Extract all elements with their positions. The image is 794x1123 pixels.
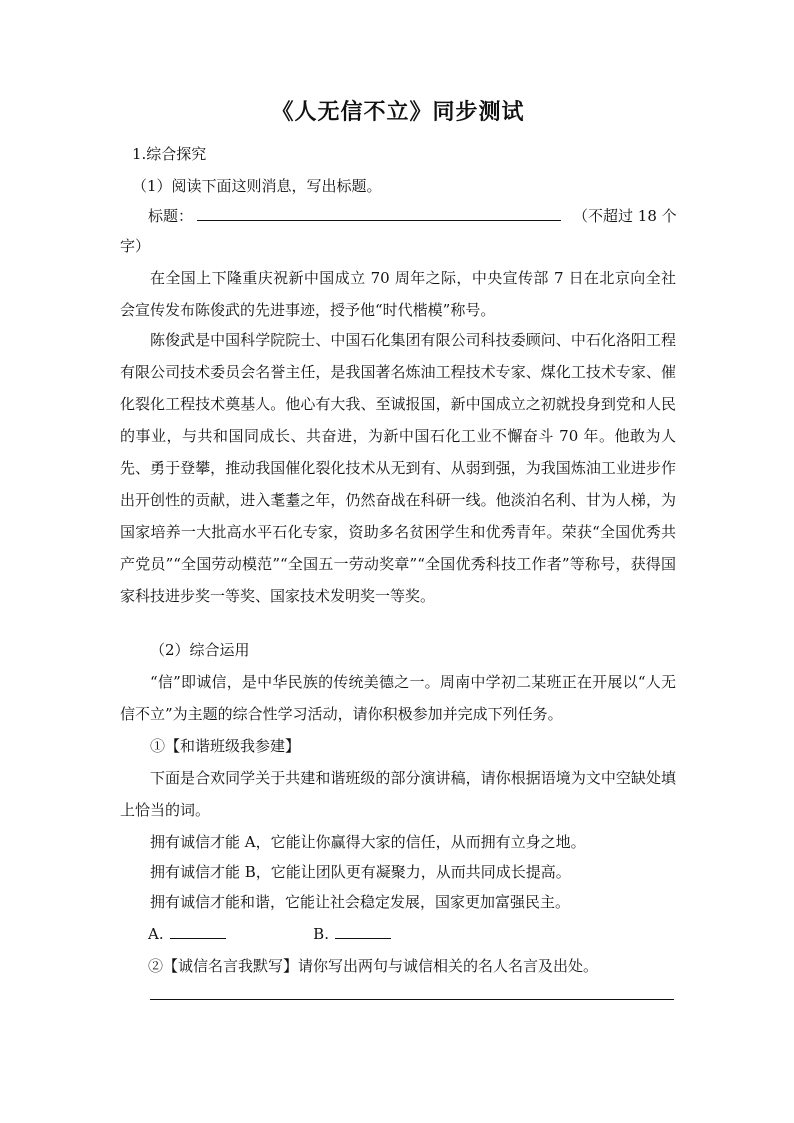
question-heading: 1.综合探究 bbox=[132, 145, 207, 163]
news-paragraph-2: 陈俊武是中国科学院院士、中国石化集团有限公司科技委顾问、中石化洛阳工程有限公司技术委员会名誉主任，是我国著名炼油工程技术专家、煤化工技术专家、催化裂化工程技术奠基人。他心有大我、至诚报国，新中国成立之初就投身到党和人民的事业，与共和国同成长、共奋进，为新中国石化工业不懈奋斗 70 年。他敢为人先、勇于登攀，推动我国催化裂化技术从无到有、从弱到强，为我国炼油工业进步作出开创性的贡献，进入耄耋之年，仍然奋战在科研一线。他淡泊名利、甘为人梯，为国家培养一大批高水平石化专家，资助多名贫困学生和优秀青年。荣获“全国优秀共产党员”“全国劳动模范”“全国五一劳动奖章”“全国优秀科技工作者”等称号，获得国家科技进步奖一等奖、国家技术发明奖一等奖。 bbox=[120, 331, 676, 605]
blank-b-input[interactable] bbox=[335, 920, 391, 939]
task1-sentence-b: 拥有诚信才能 B，它能让团队更有凝聚力，从而共同成长提高。 bbox=[150, 863, 571, 881]
news-paragraph-1: 在全国上下隆重庆祝新中国成立 70 周年之际，中央宣传部 7 日在北京向全社会宣传发布陈俊武的先进事迹，授予他“时代楷模”称号。 bbox=[120, 269, 676, 319]
title-limit-note: （不超过 18 个 bbox=[573, 207, 677, 225]
part1-prompt: （1）阅读下面这则消息，写出标题。 bbox=[132, 177, 382, 195]
task1-sentence-a: 拥有诚信才能 A，它能让你赢得大家的信任，从而拥有立身之地。 bbox=[150, 833, 586, 851]
title-label: 标题： bbox=[148, 207, 194, 225]
page-title: 《人无信不立》同步测试 bbox=[271, 99, 525, 125]
task1-heading: ①【和谐班级我参建】 bbox=[150, 737, 301, 755]
part2-heading: （2）综合运用 bbox=[150, 641, 250, 659]
task2-answer-line[interactable] bbox=[150, 999, 674, 1000]
title-answer-row bbox=[148, 200, 704, 232]
blank-a-label: A. bbox=[148, 925, 164, 943]
blank-a-input[interactable] bbox=[170, 920, 226, 939]
task1-sentence-c: 拥有诚信才能和谐，它能让社会稳定发展，国家更加富强民主。 bbox=[150, 893, 571, 911]
task2-prompt: ②【诚信名言我默写】请你写出两句与诚信相关的名人名言及出处。 bbox=[148, 957, 599, 975]
part2-intro: “信”即诚信，是中华民族的传统美德之一。周南中学初二某班正在开展以“人无信不立”为主题的综合性学习活动，请你积极参加并完成下列任务。 bbox=[120, 673, 676, 723]
title-blank[interactable] bbox=[197, 202, 561, 221]
blank-b-label: B. bbox=[313, 925, 329, 943]
title-limit-note-end: 字） bbox=[120, 237, 151, 255]
task1-description: 下面是合欢同学关于共建和谐班级的部分演讲稿，请你根据语境为文中空缺处填上恰当的词。 bbox=[120, 769, 676, 819]
answer-blanks-row bbox=[148, 918, 704, 950]
document-page bbox=[120, 0, 676, 1123]
